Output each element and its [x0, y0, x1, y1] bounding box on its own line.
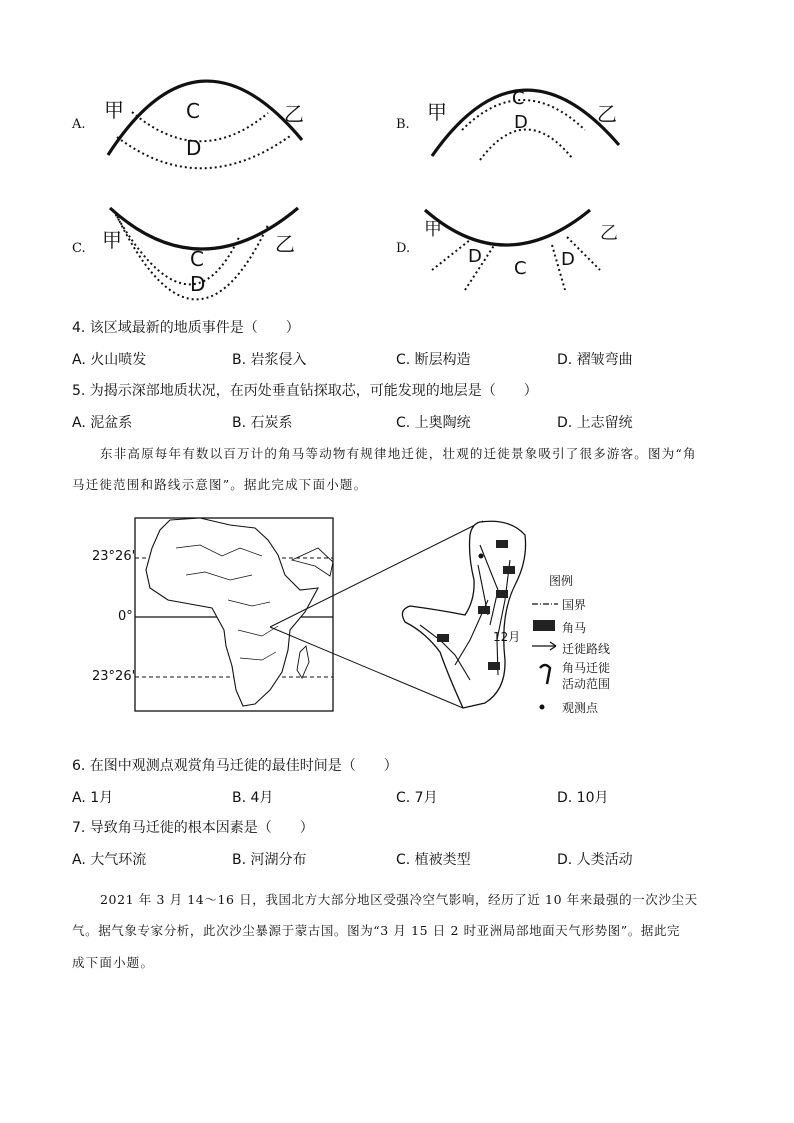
option-a-c: C: [186, 99, 200, 123]
q5-option-c[interactable]: C. 上奥陶统: [396, 415, 471, 431]
q4-option-d[interactable]: D. 褶皱弯曲: [557, 352, 633, 368]
lat-tropic-cancer-label: 23°26': [92, 549, 136, 564]
lat-equator-label: 0°: [118, 609, 133, 624]
q4-stem: 4. 该区域最新的地质事件是（ ）: [72, 320, 300, 336]
legend-border: 国界: [562, 598, 587, 612]
option-a-jia: 甲: [104, 98, 124, 122]
passage-2-line-1: 2021 年 3 月 14～16 日，我国北方大部分地区受强冷空气影响，经历了近 10 年来最强的一次沙尘天: [100, 892, 698, 907]
option-c-c: C: [190, 247, 204, 271]
q7-option-d[interactable]: D. 人类活动: [557, 852, 633, 868]
q6-option-b[interactable]: B. 4月: [232, 790, 274, 806]
option-c-yi: 乙: [275, 232, 295, 256]
q4-option-b[interactable]: B. 岩浆侵入: [232, 352, 307, 368]
q7-stem: 7. 导致角马迁徙的根本因素是（ ）: [72, 820, 314, 836]
option-b-d: D: [514, 112, 528, 133]
option-b-c: C: [512, 88, 525, 109]
option-c-jia: 甲: [102, 228, 122, 252]
passage-1-line-1: 东非高原每年有数以百万计的角马等动物有规律地迁徙，壮观的迁徙景象吸引了很多游客。图为“角: [100, 446, 697, 461]
option-d-jia: 甲: [424, 219, 442, 240]
option-a-label: A.: [72, 117, 86, 132]
legend-range-line-1: 角马迁徙: [562, 661, 611, 675]
option-d-yi: 乙: [600, 223, 618, 244]
q4-option-a[interactable]: A. 火山喷发: [72, 352, 147, 368]
legend-title: 图例: [549, 574, 574, 588]
option-c-d: D: [190, 272, 206, 296]
lat-tropic-capricorn-label: 23°26': [92, 669, 136, 684]
legend-observation-point: 观测点: [562, 701, 599, 715]
option-d-c: C: [514, 258, 527, 279]
option-a-d: D: [186, 136, 202, 160]
passage-2-line-2: 气。据气象专家分析，此次沙尘暴源于蒙古国。图为“3 月 15 日 2 时亚洲局部地面天气形势图”。据此完: [72, 923, 681, 938]
q7-option-c[interactable]: C. 植被类型: [396, 852, 471, 868]
option-d-d-right: D: [561, 249, 575, 270]
option-b-yi: 乙: [597, 102, 617, 126]
q6-option-a[interactable]: A. 1月: [72, 790, 114, 806]
option-c-label: C.: [72, 241, 86, 256]
option-b-jia: 甲: [427, 100, 447, 124]
option-d-label: D.: [396, 241, 411, 256]
q7-option-a[interactable]: A. 大气环流: [72, 852, 147, 868]
q5-stem: 5. 为揭示深部地质状况，在丙处垂直钻探取芯，可能发现的地层是（ ）: [72, 383, 538, 399]
option-a-yi: 乙: [284, 102, 304, 126]
legend-wildebeest: 角马: [562, 621, 587, 635]
passage-2-line-3: 成下面小题。: [72, 955, 155, 970]
q7-option-b[interactable]: B. 河湖分布: [232, 852, 307, 868]
q4-option-c[interactable]: C. 断层构造: [396, 352, 471, 368]
q6-option-c[interactable]: C. 7月: [396, 790, 438, 806]
q5-option-b[interactable]: B. 石炭系: [232, 415, 293, 431]
q5-option-a[interactable]: A. 泥盆系: [72, 415, 133, 431]
option-b-label: B.: [396, 117, 410, 132]
month-label: 12月: [493, 630, 521, 644]
q5-option-d[interactable]: D. 上志留统: [557, 415, 633, 431]
passage-1-line-2: 马迁徙范围和路线示意图”。据此完成下面小题。: [72, 477, 368, 492]
q6-stem: 6. 在图中观测点观赏角马迁徙的最佳时间是（ ）: [72, 758, 398, 774]
option-d-d-left: D: [468, 246, 482, 267]
legend-range-line-2: 活动范围: [562, 677, 611, 691]
q6-option-d[interactable]: D. 10月: [557, 790, 609, 806]
legend-route: 迁徙路线: [562, 642, 611, 656]
